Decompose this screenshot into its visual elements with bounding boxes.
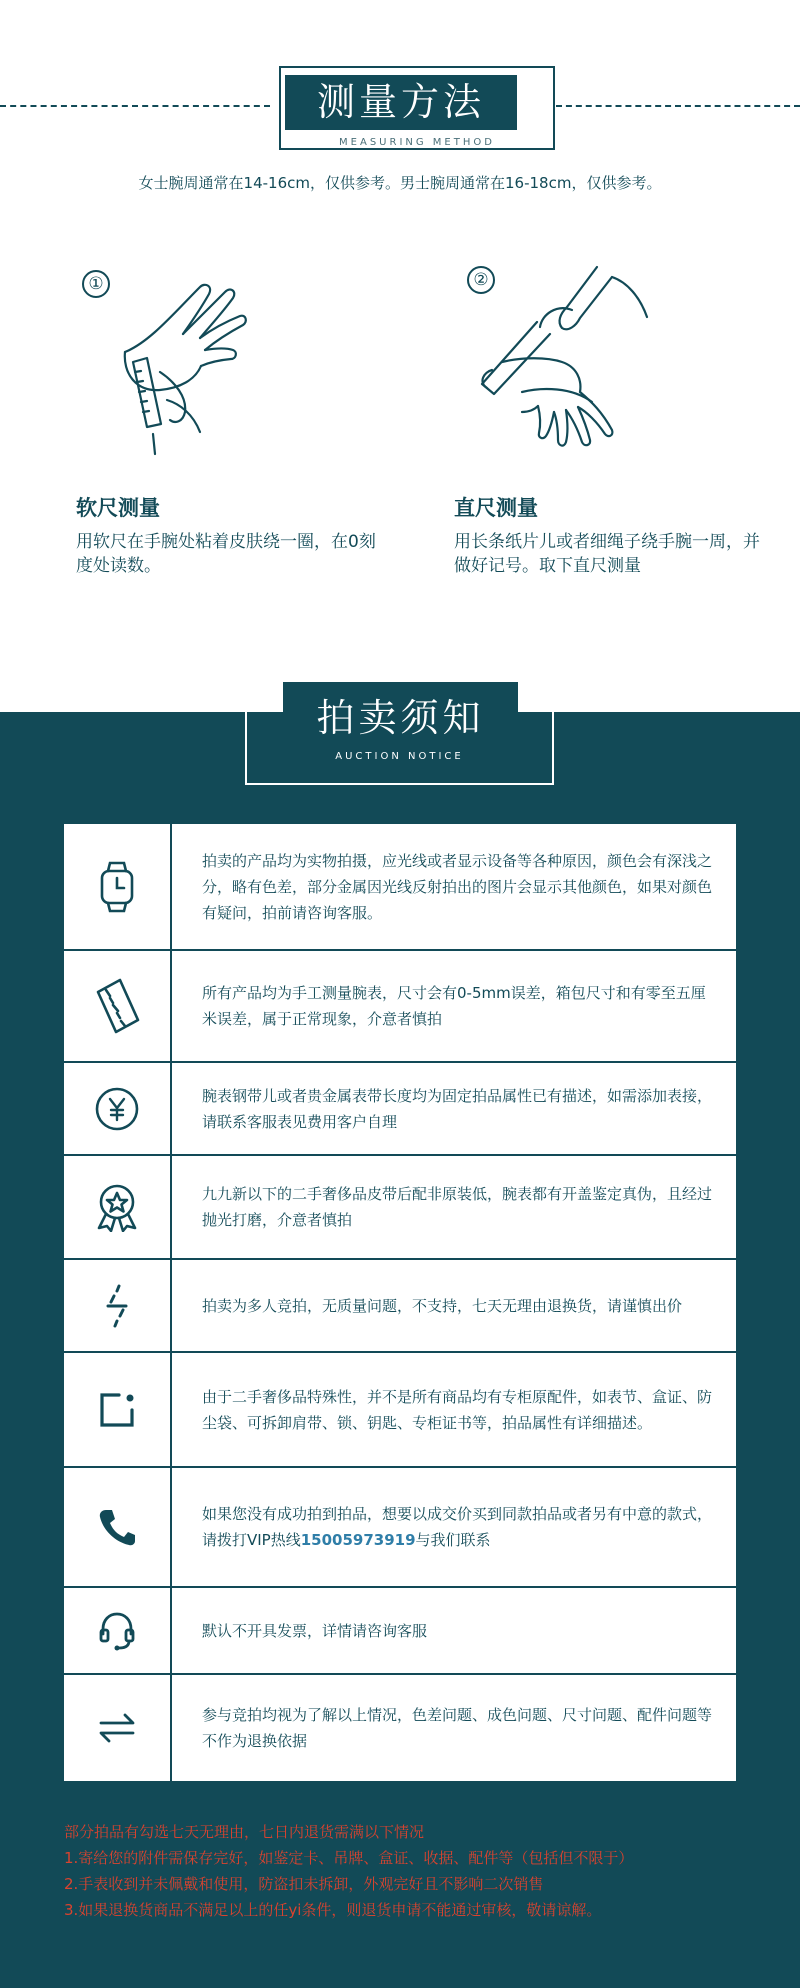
notice-text: 所有产品均为手工测量腕表，尺寸会有0-5mm误差，箱包尺寸和有零至五厘米误差，属于正常现象，介意者慎拍	[202, 984, 706, 1028]
notice-text: 默认不开具发票，详情请咨询客服	[202, 1621, 428, 1640]
lightning-icon	[64, 1260, 172, 1351]
yuan-icon	[64, 1063, 172, 1154]
measuring-section	[0, 0, 800, 712]
notice-text-after: 与我们联系	[415, 1531, 491, 1549]
notice-text	[202, 1468, 712, 1586]
notice-text: 拍卖的产品均为实物拍摄，应光线或者显示设备等各种原因，颜色会有深浅之分，略有色差，部分金属因光线反射拍出的图片会显示其他颜色，如果对颜色有疑问，拍前请咨询客服。	[202, 851, 713, 922]
watch-icon	[64, 824, 172, 949]
notice-table	[64, 824, 736, 1781]
method-1-number: ①	[82, 270, 110, 298]
vip-hotline-number[interactable]: 15005973919	[300, 1531, 416, 1549]
auction-title: 拍卖须知	[283, 682, 518, 754]
notice-row	[64, 1156, 736, 1260]
notice-text-before: 如果您没有成功拍到拍品，想要以成交价买到同款拍品或者另有中意的款式，请拨打VIP热线	[202, 1505, 713, 1549]
notice-text: 拍卖为多人竞拍，无质量问题，不支持，七天无理由退换货，请谨慎出价	[202, 1296, 683, 1315]
method-2-number: ②	[467, 266, 495, 294]
box-icon	[64, 1353, 172, 1466]
ruler-measure-illustration	[462, 262, 662, 452]
exchange-icon	[64, 1675, 172, 1781]
notice-text: 参与竞拍均视为了解以上情况，色差问题、成色问题、尺寸问题、配件问题等不作为退换依据	[202, 1706, 713, 1750]
return-policy-notes	[64, 1819, 744, 1923]
wrist-size-note: 女士腕周通常在14-16cm，仅供参考。男士腕周通常在16-18cm，仅供参考。	[138, 174, 662, 192]
ruler-icon	[64, 951, 172, 1061]
notice-row	[64, 1353, 736, 1468]
method-1-title: 软尺测量	[76, 496, 160, 520]
headset-icon	[64, 1588, 172, 1673]
measure-subtitle: MEASURING METHOD	[339, 137, 495, 148]
soft-tape-measure-illustration	[105, 272, 255, 462]
notice-row	[64, 1063, 736, 1156]
dashed-divider-right	[556, 105, 800, 107]
return-policy-heading: 部分拍品有勾选七天无理由，七日内退货需满以下情况	[64, 1823, 425, 1841]
return-policy-item: 3.如果退换货商品不满足以上的任yi条件，则退货申请不能通过审核，敬请谅解。	[64, 1901, 602, 1919]
notice-row	[64, 1468, 736, 1588]
method-2-title: 直尺测量	[454, 496, 538, 520]
dashed-divider-left	[0, 105, 270, 107]
notice-text: 腕表钢带儿或者贵金属表带长度均为固定拍品属性已有描述，如需添加表接，请联系客服表见费用客户自理	[202, 1086, 713, 1131]
return-policy-item: 1.寄给您的附件需保存完好，如鉴定卡、吊牌、盒证、收据、配件等（包括但不限于）	[64, 1849, 634, 1867]
measure-title: 测量方法	[285, 75, 517, 130]
auction-subtitle: AUCTION NOTICE	[335, 751, 464, 762]
notice-row	[64, 1260, 736, 1353]
notice-row	[64, 1675, 736, 1781]
auction-notice-section	[0, 696, 800, 1988]
notice-row	[64, 1588, 736, 1675]
phone-icon	[64, 1468, 172, 1586]
method-2-description: 用长条纸片儿或者细绳子绕手腕一周，并做好记号。取下直尺测量	[454, 532, 760, 576]
notice-text: 由于二手奢侈品特殊性，并不是所有商品均有专柜原配件，如表节、盒证、防尘袋、可拆卸肩带、锁、钥匙、专柜证书等，拍品属性有详细描述。	[202, 1387, 713, 1432]
badge-icon	[64, 1156, 172, 1258]
method-1-description: 用软尺在手腕处粘着皮肤绕一圈，在0刻度处读数。	[76, 532, 376, 576]
notice-row	[64, 951, 736, 1063]
notice-row	[64, 824, 736, 951]
return-policy-item: 2.手表收到并未佩戴和使用，防盗扣未拆卸，外观完好且不影响二次销售	[64, 1875, 544, 1893]
notice-text: 九九新以下的二手奢侈品皮带后配非原装低，腕表都有开盖鉴定真伪，且经过抛光打磨，介意者慎拍	[202, 1185, 713, 1229]
